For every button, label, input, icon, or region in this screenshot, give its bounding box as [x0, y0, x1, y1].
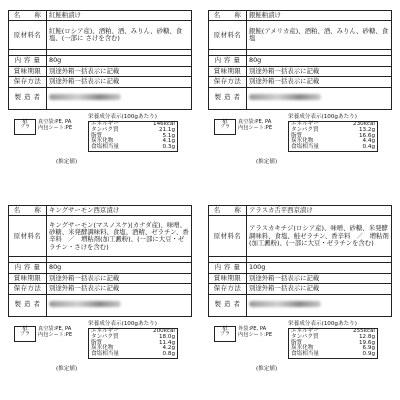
field-key-name: 名 称 [9, 11, 47, 21]
nutrition-key-protein: タンパク質 [91, 126, 119, 133]
field-key-name: 名 称 [209, 11, 247, 21]
maker-redacted [247, 87, 392, 109]
product-label-3 [8, 205, 192, 372]
nutrition-protein: 21.1g [158, 126, 175, 133]
packaging-sheet: 内包シート:PE [38, 125, 73, 131]
nutrition-title: 栄養成分表示(100gあたり) [288, 114, 357, 120]
field-key-content: 内 容 量 [209, 263, 247, 273]
estimate-note: (推定値) [256, 159, 278, 165]
nutrition-key-salt: 食塩相当量 [91, 351, 119, 358]
nutrition-facts [88, 321, 178, 359]
ingredients-text: 銀鮭(アメリカ産)、酒粕、酒、みりん、砂糖、食塩 [247, 21, 392, 50]
nutrition-key-energy: エネルギー [291, 328, 319, 334]
nutrition-key-fat: 脂質 [91, 339, 103, 346]
nutrition-title: 栄養成分表示(100gあたり) [88, 321, 157, 327]
ingredients-text: 紅鮭(ロシア産)、酒粕、酒、みりん、砂糖、食塩、(一部に さけを含む) [47, 21, 192, 50]
estimate-note: (推定値) [256, 366, 278, 372]
nutrition-key-salt: 食塩相当量 [91, 144, 119, 151]
content-amount: 80g [47, 56, 192, 66]
nutrition-energy: 230kcal [353, 121, 375, 127]
nutrition-protein: 18.0g [158, 333, 175, 340]
label-table [8, 205, 192, 317]
packaging-material [238, 326, 272, 338]
blurred-maker-text [249, 301, 321, 307]
expiry-text: 別途外箱一括表示に記載 [47, 273, 192, 283]
field-key-content: 内 容 量 [9, 263, 47, 273]
product-name: アラスカ舌平西京漬け [247, 206, 392, 216]
storage-text: 別途外箱一括表示に記載 [247, 284, 392, 294]
nutrition-key-energy: エネルギー [91, 121, 119, 127]
estimate-note: (推定値) [56, 159, 78, 165]
nutrition-fat: 5.1g [162, 132, 175, 139]
nutrition-key-fat: 脂質 [291, 339, 303, 346]
nutrition-energy: 255kcal [353, 328, 375, 334]
nutrition-salt: 0.4g [362, 144, 375, 151]
nutrition-energy: 146kcal [153, 121, 175, 127]
field-key-storage: 保存方法 [9, 77, 47, 87]
maker-redacted [47, 87, 192, 109]
expiry-text: 別途外箱一括表示に記載 [47, 66, 192, 76]
packaging-bag: 外袋:PE, PA [238, 326, 267, 332]
nutrition-key-fat: 脂質 [291, 132, 303, 139]
field-key-storage: 保存方法 [9, 284, 47, 294]
nutrition-key-salt: 食塩相当量 [291, 144, 319, 151]
content-amount: 80g [47, 263, 192, 273]
nutrition-carbs: 4.2g [162, 345, 175, 352]
label-table [208, 205, 392, 317]
field-key-ingredients: 原材料名 [209, 216, 247, 257]
maker-redacted [247, 294, 392, 316]
blurred-maker-text [249, 94, 321, 100]
field-key-name: 名 称 [9, 206, 47, 216]
label-table [8, 10, 192, 110]
nutrition-carbs: 4.4g [362, 138, 375, 145]
nutrition-title: 栄養成分表示(100gあたり) [88, 114, 157, 120]
field-key-storage: 保存方法 [209, 77, 247, 87]
nutrition-fat: 16.6g [358, 132, 375, 139]
nutrition-salt: 0.9g [362, 351, 375, 358]
packaging-sheet: 内包シート:PE [238, 332, 273, 338]
packaging-material [38, 119, 72, 131]
field-key-maker: 製 造 者 [209, 294, 247, 316]
product-name: キングサーモン西京漬け [47, 206, 192, 216]
product-label-2 [208, 10, 392, 165]
nutrition-key-salt: 食塩相当量 [291, 351, 319, 358]
nutrition-key-protein: タンパク質 [91, 333, 119, 340]
storage-text: 別途外箱一括表示に記載 [47, 284, 192, 294]
field-key-name: 名 称 [209, 206, 247, 216]
ingredients-text: アラスカキチジ(ロシア産)、味噌、砂糖、米発酵調味料、食塩、鮭ゼラチン、香辛料 ／ 増粘剤(加工澱粉)、(一部に大豆・ゼラチンを含む) [247, 216, 392, 257]
packaging-material [38, 326, 72, 338]
nutrition-title: 栄養成分表示(100gあたり) [288, 321, 357, 327]
nutrition-fat: 11.4g [158, 339, 175, 346]
nutrition-facts [88, 114, 178, 152]
nutrition-fat: 19.6g [358, 339, 375, 346]
product-name: 銀鮭粕漬け [247, 11, 392, 21]
field-key-content: 内 容 量 [209, 56, 247, 66]
field-key-maker: 製 造 者 [9, 294, 47, 316]
storage-text: 別途外箱一括表示に記載 [47, 77, 192, 87]
packaging-bag: 真空袋:PE, PA [238, 119, 272, 125]
field-key-expiry: 賞味期限 [209, 273, 247, 283]
nutrition-key-carbs: 炭水化物 [91, 138, 114, 145]
product-name: 紅鮭粕漬け [47, 11, 192, 21]
nutrition-key-protein: タンパク質 [291, 333, 319, 340]
nutrition-energy: 200kcal [153, 328, 175, 334]
estimate-note: (推定値) [56, 366, 78, 372]
packaging-bag: 真空袋:PE, PA [38, 326, 72, 332]
packaging-sheet: 内包シート:PE [38, 332, 73, 338]
nutrition-key-energy: エネルギー [291, 121, 319, 127]
packaging-bag: 真空袋:PE, PA [38, 119, 72, 125]
product-label-1 [8, 10, 192, 165]
nutrition-key-carbs: 炭水化物 [91, 345, 114, 352]
field-key-ingredients: 原材料名 [9, 21, 47, 50]
nutrition-protein: 13.2g [358, 126, 375, 133]
nutrition-key-energy: エネルギー [91, 328, 119, 334]
nutrition-carbs: 4.1g [162, 138, 175, 145]
nutrition-key-carbs: 炭水化物 [291, 345, 314, 352]
nutrition-key-carbs: 炭水化物 [291, 138, 314, 145]
field-key-maker: 製 造 者 [209, 87, 247, 109]
maker-redacted [47, 294, 192, 316]
nutrition-protein: 12.8g [358, 333, 375, 340]
recycle-mark-icon: 紙 プラ [14, 119, 36, 135]
field-key-storage: 保存方法 [209, 284, 247, 294]
content-amount: 100g [247, 263, 392, 273]
field-key-expiry: 賞味期限 [209, 66, 247, 76]
nutrition-facts [288, 114, 378, 152]
blurred-maker-text [49, 94, 121, 100]
nutrition-facts [288, 321, 378, 359]
nutrition-salt: 0.8g [162, 351, 175, 358]
recycle-mark-icon: 紙 プラ [14, 326, 36, 342]
field-key-ingredients: 原材料名 [9, 216, 47, 257]
blurred-maker-text [49, 301, 121, 307]
expiry-text: 別途外箱一括表示に記載 [247, 273, 392, 283]
product-label-4 [208, 205, 392, 372]
storage-text: 別途外箱一括表示に記載 [247, 77, 392, 87]
field-key-content: 内 容 量 [9, 56, 47, 66]
nutrition-key-fat: 脂質 [91, 132, 103, 139]
field-key-ingredients: 原材料名 [209, 21, 247, 50]
label-table [208, 10, 392, 110]
field-key-expiry: 賞味期限 [9, 66, 47, 76]
nutrition-salt: 0.3g [162, 144, 175, 151]
field-key-expiry: 賞味期限 [9, 273, 47, 283]
ingredients-text: キングサーモン(マスノスケ)(カナダ産)、味噌、砂糖、米発酵調味料、食塩、酒精、ゼラチン、香辛料 ／ 増粘剤(加工澱粉)、(一部に大豆・ゼラチン・さけを含む) [47, 216, 192, 257]
recycle-mark-icon: 紙 プラ [214, 119, 236, 135]
field-key-maker: 製 造 者 [9, 87, 47, 109]
expiry-text: 別途外箱一括表示に記載 [247, 66, 392, 76]
nutrition-carbs: 6.9g [362, 345, 375, 352]
packaging-material [238, 119, 272, 131]
packaging-sheet: 内包シート:PE [238, 125, 273, 131]
recycle-mark-icon: 紙 プラ [214, 326, 236, 342]
nutrition-key-protein: タンパク質 [291, 126, 319, 133]
content-amount: 80g [247, 56, 392, 66]
